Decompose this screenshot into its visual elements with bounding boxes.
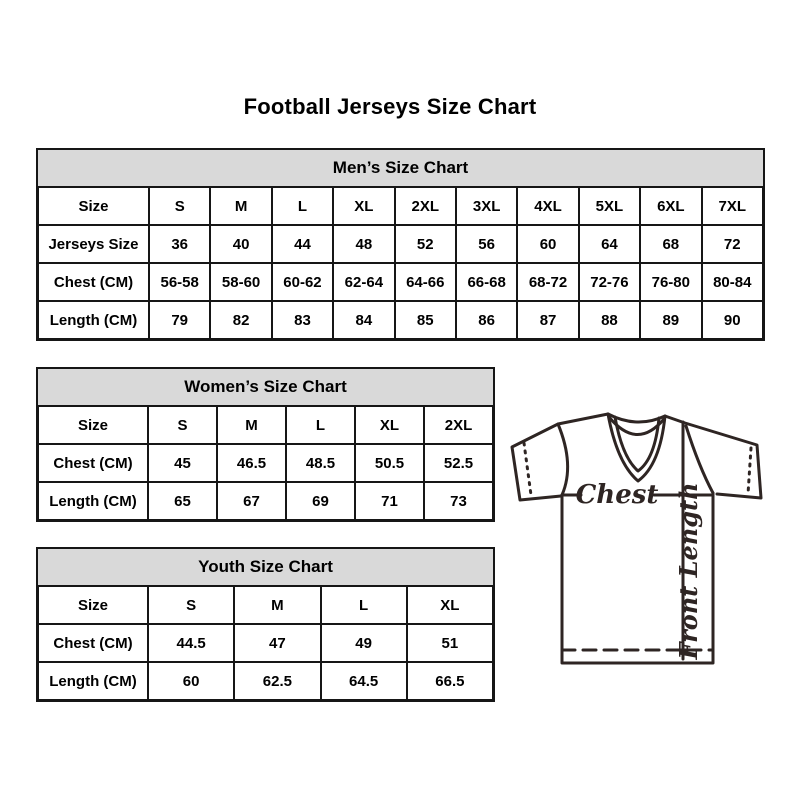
cell: 60-62 xyxy=(272,263,333,301)
cell: 85 xyxy=(395,301,456,339)
table-row xyxy=(38,263,763,301)
column-header: M xyxy=(217,406,286,444)
left-cuff-stitch-line xyxy=(524,443,531,495)
cell: 56 xyxy=(456,225,517,263)
table-row xyxy=(38,662,493,700)
table-row xyxy=(38,482,493,520)
cell: 86 xyxy=(456,301,517,339)
cell: 62.5 xyxy=(234,662,320,700)
row-label-header: Size xyxy=(38,586,148,624)
cell: 52 xyxy=(395,225,456,263)
cell: 68 xyxy=(640,225,701,263)
column-header-row xyxy=(38,406,493,444)
cell: 79 xyxy=(149,301,210,339)
mens-table-header: Men’s Size Chart xyxy=(36,148,765,186)
youth-table-header: Youth Size Chart xyxy=(36,547,495,585)
mens-table-grid xyxy=(37,186,764,340)
youth-size-chart-table xyxy=(36,547,495,702)
row-label-header: Size xyxy=(38,187,149,225)
cell: 64 xyxy=(579,225,640,263)
womens-size-chart-table xyxy=(36,367,495,522)
cell: 68-72 xyxy=(517,263,578,301)
column-header: 3XL xyxy=(456,187,517,225)
column-header: 4XL xyxy=(517,187,578,225)
cell: 72 xyxy=(702,225,763,263)
cell: 49 xyxy=(321,624,407,662)
row-label: Chest (CM) xyxy=(38,624,148,662)
cell: 69 xyxy=(286,482,355,520)
cell: 73 xyxy=(424,482,493,520)
front-length-label: Front Length xyxy=(674,482,703,660)
cell: 62-64 xyxy=(333,263,394,301)
table-row xyxy=(38,624,493,662)
cell: 82 xyxy=(210,301,271,339)
table-row xyxy=(38,444,493,482)
size-table xyxy=(37,186,764,340)
mens-size-chart-table xyxy=(36,148,765,341)
cell: 76-80 xyxy=(640,263,701,301)
cell: 72-76 xyxy=(579,263,640,301)
row-label: Chest (CM) xyxy=(38,444,148,482)
cell: 60 xyxy=(517,225,578,263)
cell: 50.5 xyxy=(355,444,424,482)
page-title: Football Jerseys Size Chart xyxy=(243,94,537,119)
size-table xyxy=(37,585,494,701)
cell: 87 xyxy=(517,301,578,339)
cell: 83 xyxy=(272,301,333,339)
row-label: Chest (CM) xyxy=(38,263,149,301)
cell: 67 xyxy=(217,482,286,520)
cell: 47 xyxy=(234,624,320,662)
row-label-header: Size xyxy=(38,406,148,444)
cell: 84 xyxy=(333,301,394,339)
row-label: Length (CM) xyxy=(38,662,148,700)
cell: 80-84 xyxy=(702,263,763,301)
cell: 52.5 xyxy=(424,444,493,482)
cell: 40 xyxy=(210,225,271,263)
cell: 66-68 xyxy=(456,263,517,301)
row-label: Length (CM) xyxy=(38,482,148,520)
cell: 46.5 xyxy=(217,444,286,482)
column-header: XL xyxy=(333,187,394,225)
cell: 64-66 xyxy=(395,263,456,301)
chest-label: Chest xyxy=(575,480,659,510)
column-header: L xyxy=(321,586,407,624)
cell: 48.5 xyxy=(286,444,355,482)
cell: 44 xyxy=(272,225,333,263)
cell: 60 xyxy=(148,662,234,700)
cell: 88 xyxy=(579,301,640,339)
column-header: L xyxy=(286,406,355,444)
cell: 45 xyxy=(148,444,217,482)
column-header: L xyxy=(272,187,333,225)
right-cuff-stitch-line xyxy=(748,448,751,494)
cell: 71 xyxy=(355,482,424,520)
jersey-left-armhole-seam xyxy=(558,424,568,495)
column-header: S xyxy=(148,406,217,444)
column-header: 7XL xyxy=(702,187,763,225)
column-header: M xyxy=(234,586,320,624)
row-label: Jerseys Size xyxy=(38,225,149,263)
column-header: XL xyxy=(355,406,424,444)
column-header: S xyxy=(148,586,234,624)
column-header: 2XL xyxy=(424,406,493,444)
cell: 66.5 xyxy=(407,662,493,700)
cell: 56-58 xyxy=(149,263,210,301)
column-header: 6XL xyxy=(640,187,701,225)
column-header-row xyxy=(38,586,493,624)
youth-table-grid xyxy=(37,585,494,701)
cell: 89 xyxy=(640,301,701,339)
cell: 90 xyxy=(702,301,763,339)
cell: 64.5 xyxy=(321,662,407,700)
cell: 36 xyxy=(149,225,210,263)
column-header: M xyxy=(210,187,271,225)
column-header: XL xyxy=(407,586,493,624)
cell: 65 xyxy=(148,482,217,520)
cell: 51 xyxy=(407,624,493,662)
womens-table-header: Women’s Size Chart xyxy=(36,367,495,405)
cell: 44.5 xyxy=(148,624,234,662)
row-label: Length (CM) xyxy=(38,301,149,339)
table-row xyxy=(38,225,763,263)
column-header: S xyxy=(149,187,210,225)
womens-table-grid xyxy=(37,405,494,521)
size-table xyxy=(37,405,494,521)
column-header: 2XL xyxy=(395,187,456,225)
cell: 58-60 xyxy=(210,263,271,301)
cell: 48 xyxy=(333,225,394,263)
column-header: 5XL xyxy=(579,187,640,225)
jersey-measurement-diagram xyxy=(503,403,775,669)
table-row xyxy=(38,301,763,339)
column-header-row xyxy=(38,187,763,225)
